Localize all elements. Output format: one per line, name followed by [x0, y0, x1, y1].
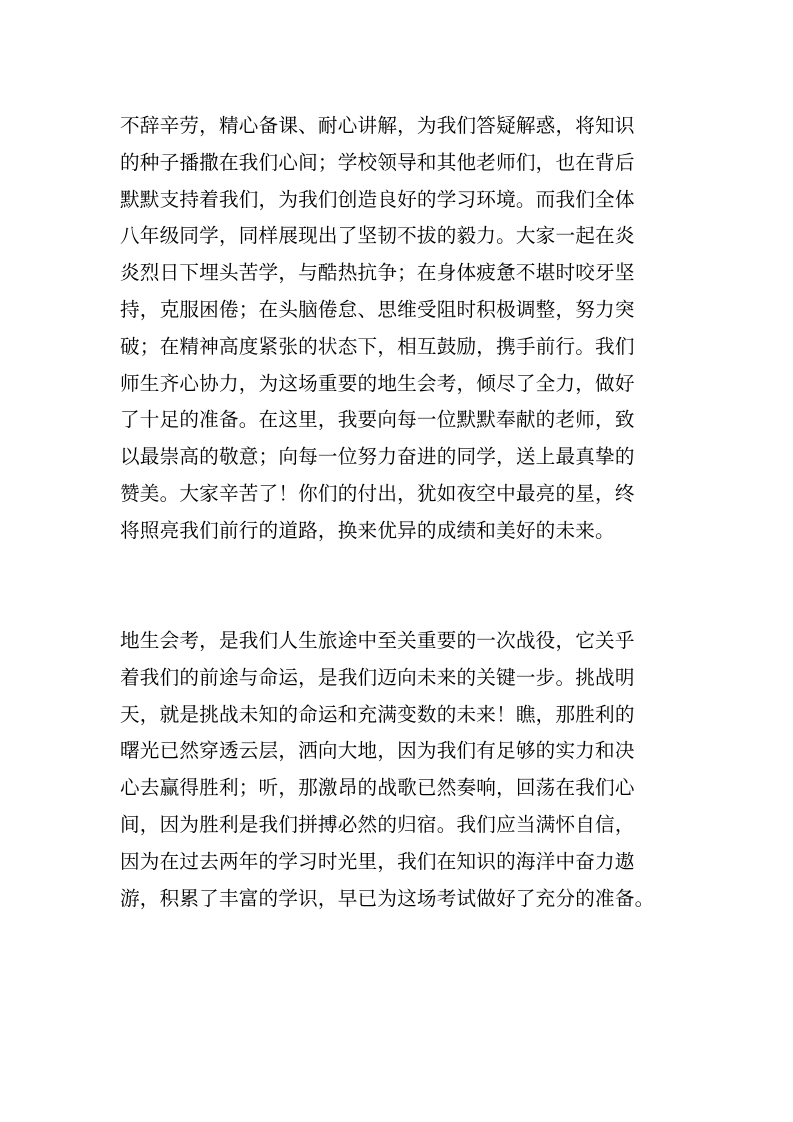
text-line: 地生会考，是我们人生旅途中至关重要的一次战役，它关乎 — [120, 629, 635, 652]
text-line: 默默支持着我们，为我们创造良好的学习环境。而我们全体 — [120, 187, 635, 211]
text-line: 天，就是挑战未知的命运和充满变数的未来！瞧，那胜利的 — [120, 702, 635, 726]
text-line: 了十足的准备。在这里，我要向每一位默默奉献的老师，致 — [120, 408, 635, 432]
text-line: 赞美。大家辛苦了！你们的付出，犹如夜空中最亮的星，终 — [120, 481, 635, 505]
text-line: 的种子播撒在我们心间；学校领导和其他老师们，也在背后 — [120, 150, 635, 174]
text-line: 炎烈日下埋头苦学，与酷热抗争；在身体疲惫不堪时咬牙坚 — [120, 261, 635, 285]
text-line: 以最崇高的敬意；向每一位努力奋进的同学，送上最真挚的 — [120, 445, 635, 469]
text-line: 师生齐心协力，为这场重要的地生会考，倾尽了全力，做好 — [120, 371, 635, 395]
text-line: 间，因为胜利是我们拼搏必然的归宿。我们应当满怀自信， — [120, 812, 635, 836]
text-line: 不辞辛劳，精心备课、耐心讲解，为我们答疑解惑，将知识 — [120, 114, 635, 137]
text-line: 着我们的前途与命运，是我们迈向未来的关键一步。挑战明 — [120, 665, 635, 689]
text-line: 游，积累了丰富的学识，早已为这场考试做好了充分的准备。 — [120, 886, 655, 910]
paragraph-2 — [120, 623, 680, 917]
text-line: 曙光已然穿透云层，洒向大地，因为我们有足够的实力和决 — [120, 739, 635, 763]
text-line: 破；在精神高度紧张的状态下，相互鼓励，携手前行。我们 — [120, 334, 635, 358]
text-line: 持，克服困倦；在头脑倦怠、思维受阻时积极调整，努力突 — [120, 297, 635, 321]
text-line: 因为在过去两年的学习时光里，我们在知识的海洋中奋力遨 — [120, 849, 635, 873]
text-line: 将照亮我们前行的道路，换来优异的成绩和美好的未来。 — [120, 518, 615, 542]
paragraph-1 — [120, 108, 680, 550]
text-line: 八年级同学，同样展现出了坚韧不拔的毅力。大家一起在炎 — [120, 224, 635, 248]
text-line: 心去赢得胜利；听，那激昂的战歌已然奏响，回荡在我们心 — [120, 776, 635, 800]
